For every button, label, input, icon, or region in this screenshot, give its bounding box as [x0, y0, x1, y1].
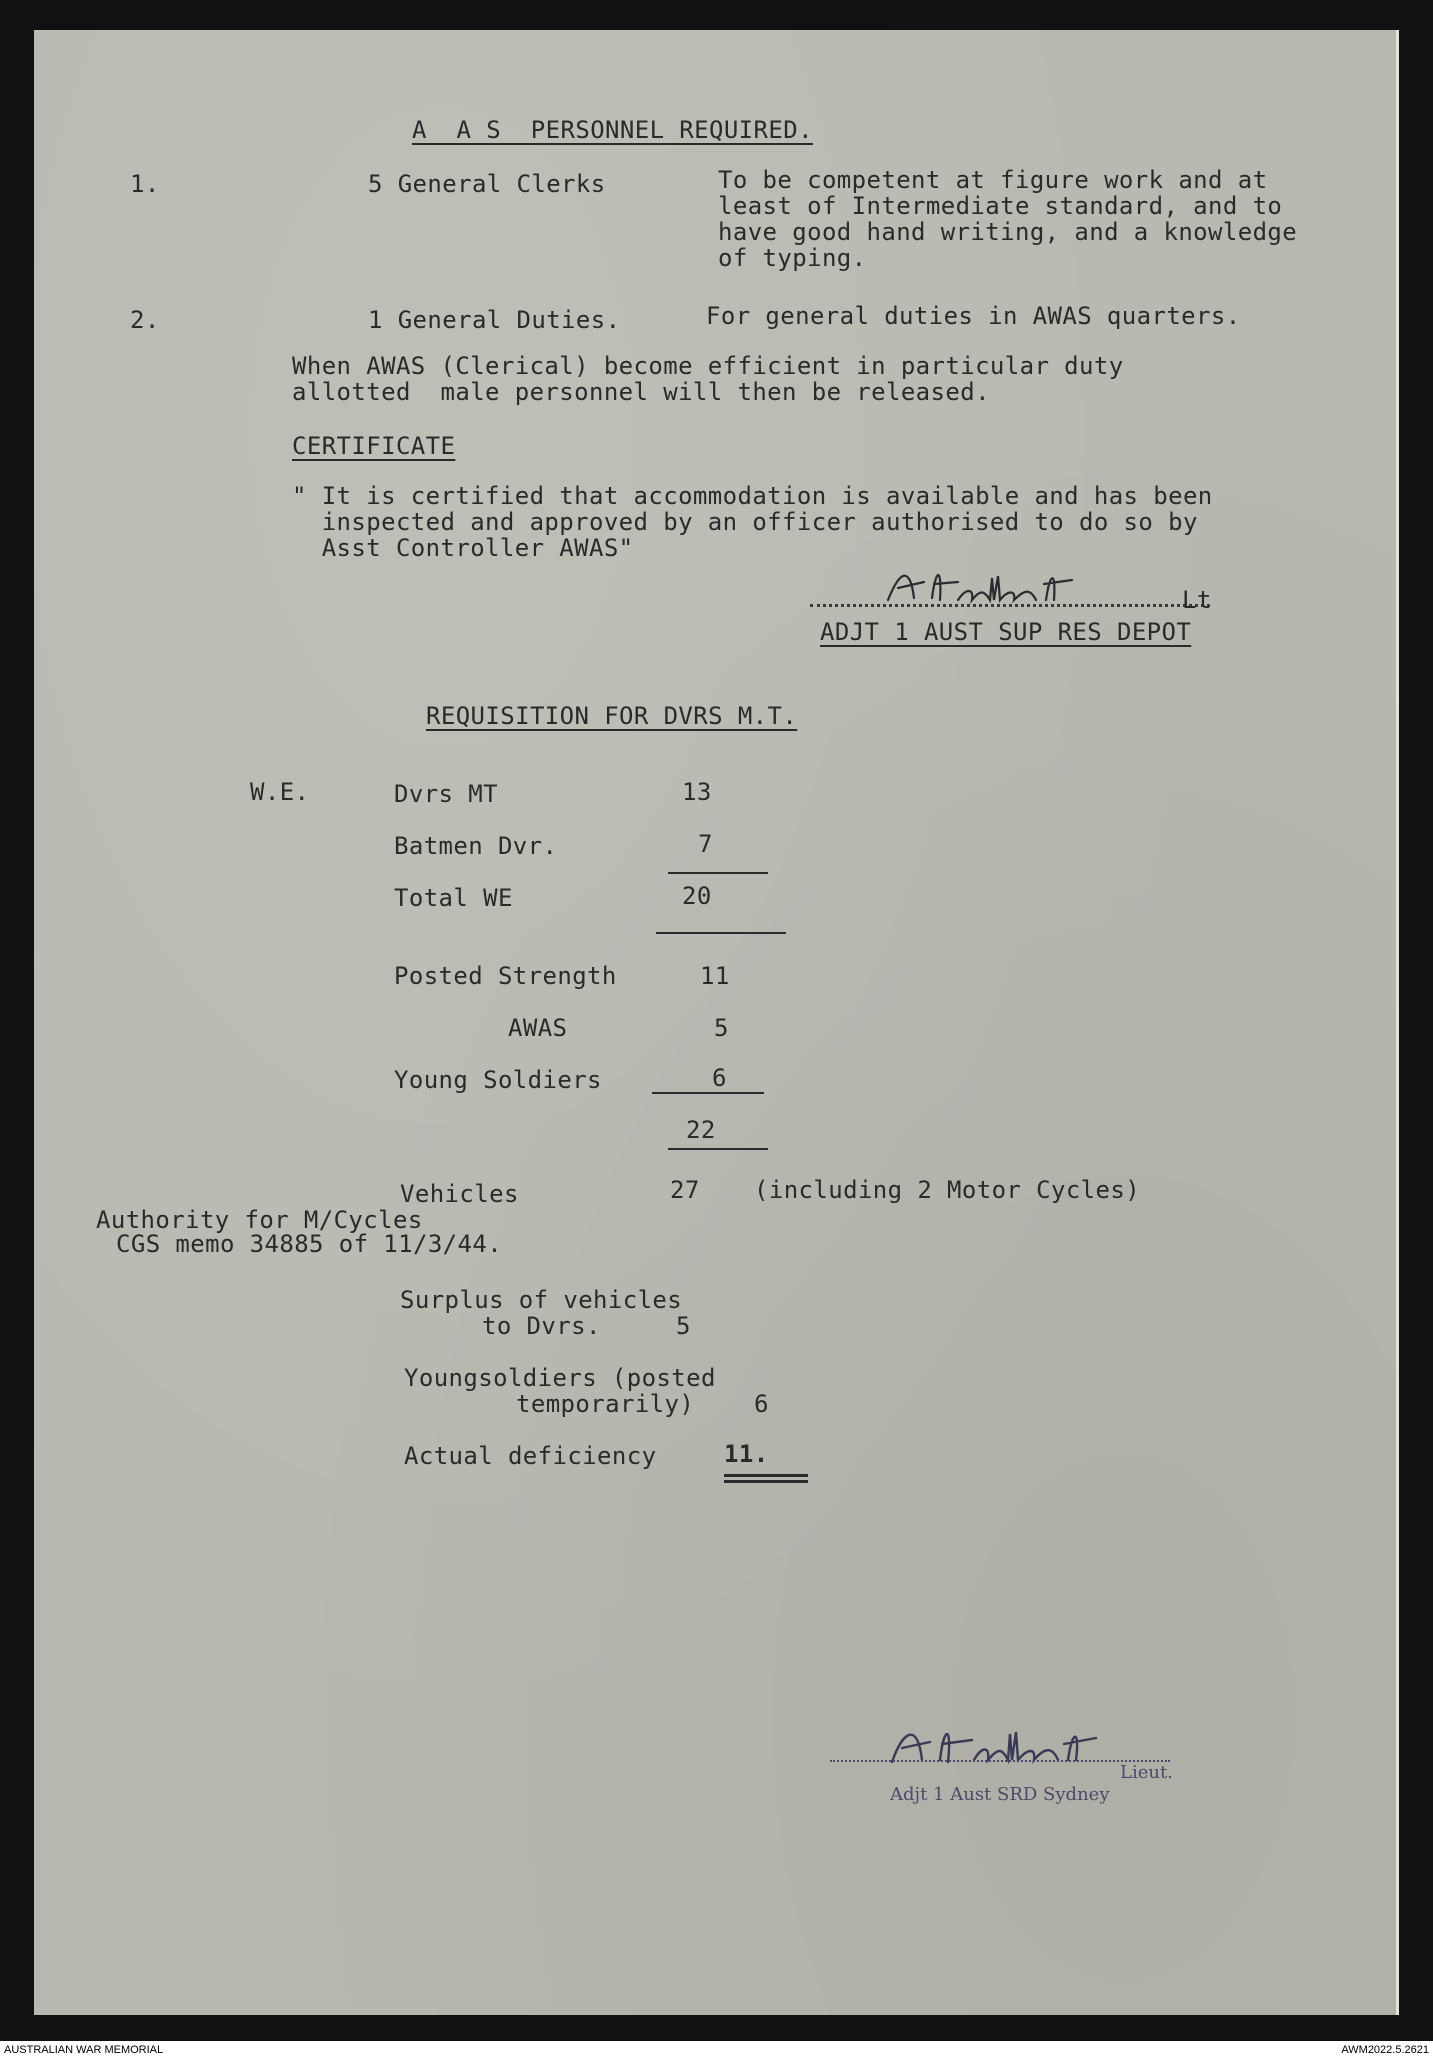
- we-label: W.E.: [250, 778, 310, 806]
- row-value: 27: [670, 1176, 700, 1204]
- row-label: Young Soldiers: [394, 1066, 602, 1094]
- deficiency-double-rule: [724, 1480, 808, 1483]
- item-1-requirement-line: To be competent at figure work and at: [718, 166, 1268, 194]
- row-value: 20: [682, 882, 712, 910]
- item-2-role: 1 General Duties.: [368, 306, 621, 334]
- sum-rule: [668, 1148, 768, 1150]
- awas-note-line: allotted male personnel will then be released.: [292, 378, 990, 406]
- item-1-requirement-line: least of Intermediate standard, and to: [718, 192, 1283, 220]
- row-value: 7: [698, 830, 713, 858]
- row-value: 11: [700, 962, 730, 990]
- row-label: Posted Strength: [394, 962, 617, 990]
- row-value: 6: [712, 1064, 727, 1092]
- row-value: 13: [682, 778, 712, 806]
- certificate-line: Asst Controller AWAS": [292, 534, 634, 562]
- certificate-line: inspected and approved by an officer authorised to do so by: [292, 508, 1198, 536]
- sum-rule: [656, 932, 786, 934]
- authority-line: Authority for M/Cycles: [96, 1206, 423, 1234]
- handwritten-signature-1: [880, 560, 1110, 610]
- footer-left: AUSTRALIAN WAR MEMORIAL: [4, 2044, 164, 2056]
- stamp-rank: Lieut.: [1120, 1762, 1173, 1783]
- stamp-dotted-line: [830, 1760, 1170, 1762]
- awas-note-line: When AWAS (Clerical) become efficient in particular duty: [292, 352, 1124, 380]
- row-label: Vehicles: [400, 1180, 519, 1208]
- signature-title: ADJT 1 AUST SUP RES DEPOT: [820, 618, 1192, 646]
- row-value: 5: [714, 1014, 729, 1042]
- young-line: temporarily): [516, 1390, 695, 1418]
- item-2-requirement: For general duties in AWAS quarters.: [706, 302, 1241, 330]
- item-1-requirement-line: have good hand writing, and a knowledge: [718, 218, 1298, 246]
- stamp-unit: Adjt 1 Aust SRD Sydney: [890, 1784, 1110, 1805]
- requisition-heading: REQUISITION FOR DVRS M.T.: [426, 702, 798, 730]
- row-value: 22: [686, 1116, 716, 1144]
- footer-right: AWM2022.5.2621: [1341, 2044, 1429, 2056]
- item-1-role: 5 General Clerks: [368, 170, 606, 198]
- item-1-number: 1.: [130, 170, 160, 198]
- young-value: 6: [754, 1390, 769, 1418]
- young-line: Youngsoldiers (posted: [404, 1364, 716, 1392]
- certificate-line: " It is certified that accommodation is available and has been: [292, 482, 1213, 510]
- signature-rank: Lt: [1182, 586, 1212, 614]
- sum-rule: [668, 872, 768, 874]
- surplus-value: 5: [676, 1312, 691, 1340]
- deficiency-value: 11.: [724, 1440, 769, 1468]
- item-1-requirement-line: of typing.: [718, 244, 867, 272]
- vehicles-note: (including 2 Motor Cycles): [754, 1176, 1141, 1204]
- row-label: Dvrs MT: [394, 780, 498, 808]
- row-label: AWAS: [508, 1014, 568, 1042]
- surplus-line: Surplus of vehicles: [400, 1286, 683, 1314]
- awas-heading: A A S PERSONNEL REQUIRED.: [412, 116, 813, 144]
- deficiency-double-rule: [724, 1474, 808, 1477]
- row-label: Total WE: [394, 884, 513, 912]
- sum-rule: [652, 1092, 764, 1094]
- authority-line: CGS memo 34885 of 11/3/44.: [116, 1230, 503, 1258]
- item-2-number: 2.: [130, 306, 160, 334]
- surplus-line: to Dvrs.: [482, 1312, 601, 1340]
- row-label: Batmen Dvr.: [394, 832, 558, 860]
- certificate-heading: CERTIFICATE: [292, 432, 456, 460]
- handwritten-signature-2: [882, 1716, 1152, 1772]
- document-page: [34, 30, 1399, 2015]
- deficiency-label: Actual deficiency: [404, 1442, 657, 1470]
